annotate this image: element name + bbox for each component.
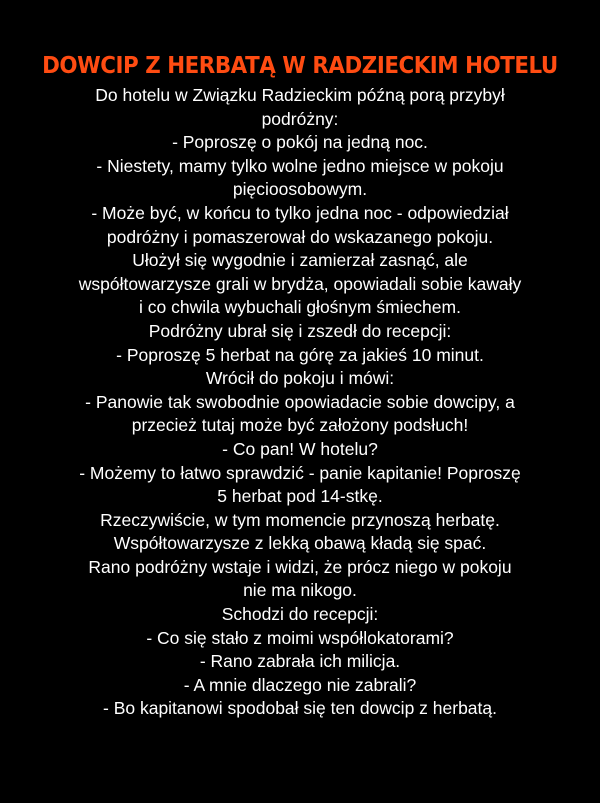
joke-line: - Niestety, mamy tylko wolne jedno miejsce w pokoju — [96, 155, 504, 176]
joke-line: - Rano zabrała ich milicja. — [199, 651, 401, 672]
joke-line: - Bo kapitanowi spodobał się ten dowcip z herbatą. — [103, 698, 497, 719]
joke-line: - Co się stało z moimi współlokatorami? — [146, 627, 454, 648]
joke-line: Rzeczywiście, w tym momencie przynoszą herbatę. — [100, 509, 500, 530]
joke-line: podróżny i pomaszerował do wskazanego pokoju. — [106, 226, 494, 247]
joke-line: - Możemy to łatwo sprawdzić - panie kapitanie! Poproszę — [79, 462, 521, 483]
joke-line: Podróżny ubrał się i zszedł do recepcji: — [148, 320, 452, 341]
joke-line: - A mnie dlaczego nie zabrali? — [183, 674, 417, 695]
joke-line: i co chwila wybuchali głośnym śmiechem. — [139, 297, 461, 318]
joke-line: - Poproszę 5 herbat na górę za jakieś 10 minut. — [116, 344, 484, 365]
joke-line: - Poproszę o pokój na jedną noc. — [172, 132, 428, 153]
joke-text — [30, 84, 570, 721]
joke-line: Wrócił do pokoju i mówi: — [205, 368, 395, 389]
joke-line: Do hotelu w Związku Radzieckim późną porą przybył — [95, 85, 505, 105]
joke-line: Rano podróżny wstaje i widzi, że prócz niego w pokoju — [88, 556, 512, 577]
joke-line: podróżny: — [261, 108, 339, 129]
joke-line: Współtowarzysze z lekką obawą kładą się spać. — [113, 533, 487, 554]
joke-line: nie ma nikogo. — [243, 580, 357, 601]
joke-line: - Panowie tak swobodnie opowiadacie sobie dowcipy, a — [85, 391, 515, 412]
page-title: DOWCIP Z HERBATĄ W RADZIECKIM HOTELU — [42, 53, 558, 79]
joke-line: - Może być, w końcu to tylko jedna noc - odpowiedział — [91, 202, 509, 223]
joke-line: 5 herbat pod 14-stkę. — [217, 486, 383, 507]
joke-line: współtowarzysze grali w brydża, opowiadali sobie kawały — [78, 273, 522, 294]
joke-line: Ułożył się wygodnie i zamierzał zasnąć, ale — [132, 250, 468, 271]
joke-line: pięcioosobowym. — [232, 179, 368, 200]
joke-line: przecież tutaj może być założony podsłuch! — [131, 415, 469, 436]
joke-line: Schodzi do recepcji: — [221, 604, 379, 625]
joke-line: - Co pan! W hotelu? — [222, 438, 378, 459]
